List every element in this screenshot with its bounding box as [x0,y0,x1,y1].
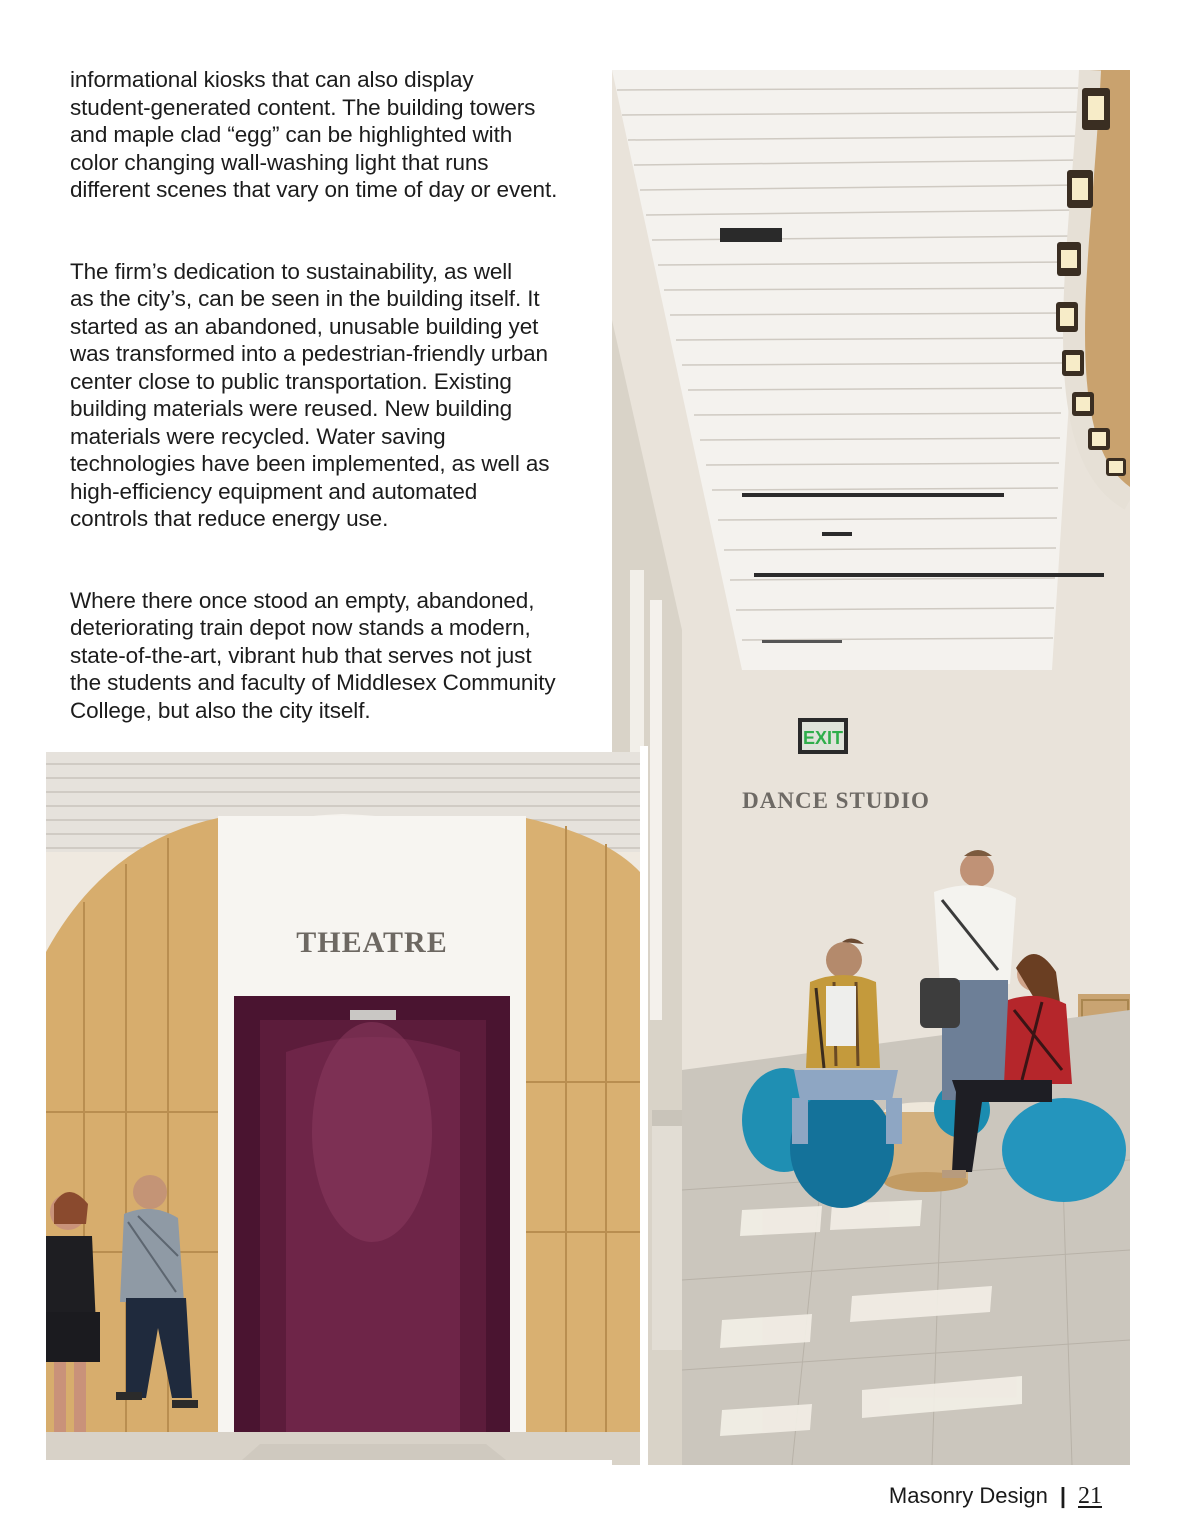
dance-studio-sign: DANCE STUDIO [742,788,930,813]
publication-name: Masonry Design [888,1483,1048,1508]
article-paragraph-2: The firm’s dedication to sustainability, as well as the city’s, can be seen in the building itself. It started as an abandoned, unusable building yet was transformed into a pedestrian-friendly urban center close to public transportation. Existing building materials were reused. New building materials were recycled. Water saving technologies have been implemented, as well as high-efficiency equipment and automated controls that reduce energy use. [70,258,550,531]
footer-separator: | [1059,1483,1066,1508]
theatre-photo [46,752,640,1460]
exit-sign-text: EXIT [802,728,844,748]
page-footer [889,1483,1102,1513]
dance-studio-photo [612,70,1130,1465]
theatre-sign: THEATRE [296,926,448,959]
page-number: 21 [1078,1483,1102,1509]
article-text-column [70,66,600,724]
article-paragraph-1: informational kiosks that can also display student-generated content. The building towers and maple clad “egg” can be highlighted with color changing wall-washing light that runs different scenes that vary on time of day or event. [70,67,558,202]
photo-separator [640,746,648,1466]
article-paragraph-3: Where there once stood an empty, abandoned, deteriorating train depot now stands a modern, state-of-the-art, vibrant hub that serves not just the students and faculty of Middlesex Community College, but also the city itself. [70,587,556,723]
